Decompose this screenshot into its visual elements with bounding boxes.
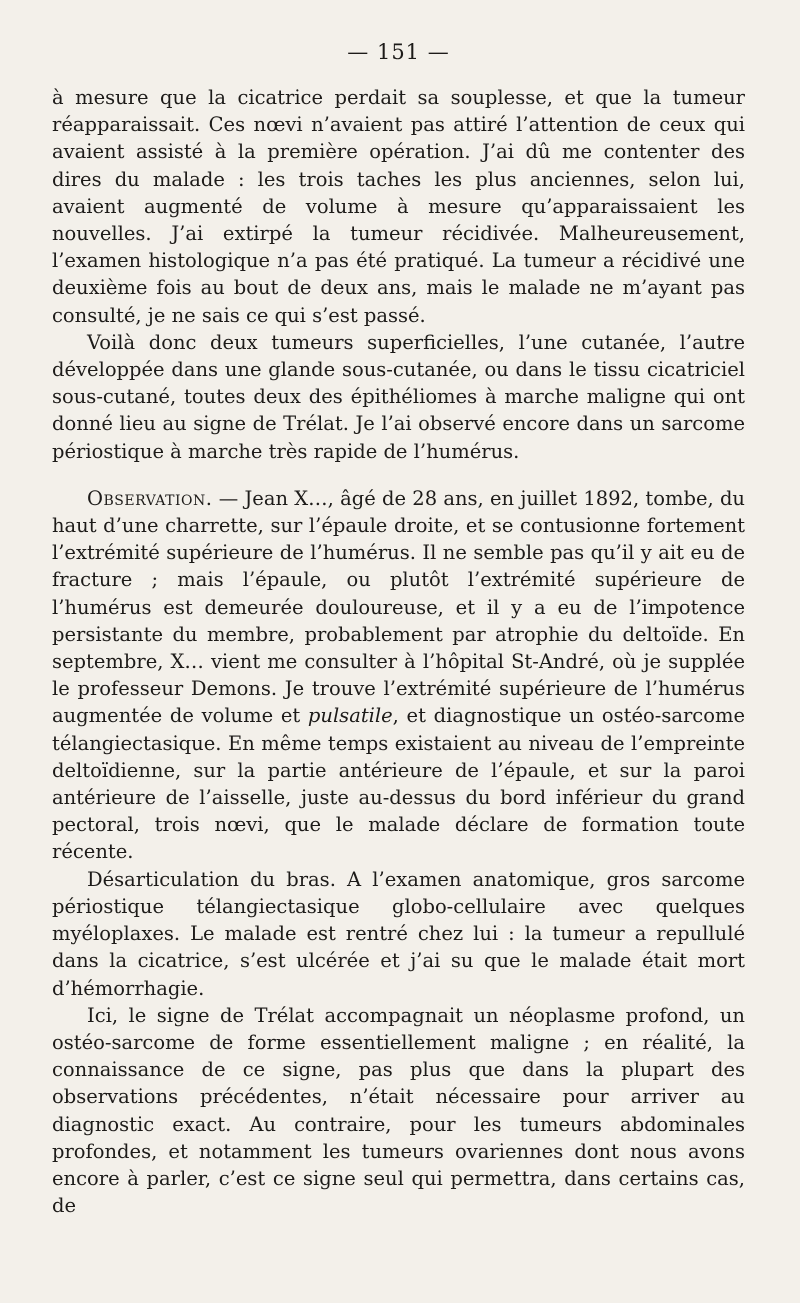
paragraph-spacer: [52, 465, 745, 485]
paragraph-5: Ici, le signe de Trélat accompagnait un néoplasme profond, un ostéo-sarcome de forme essentiellement maligne ; en réalité, la connaissance de ce signe, pas plus que dans la plupart des observations précédentes, n’était nécessaire pour arriver au diagnostic exact. Au contraire, pour les tumeurs abdominales profondes, et notamment les tumeurs ovariennes dont nous avons encore à parler, c’est ce signe seul qui permettra, dans certains cas, de: [52, 1003, 745, 1218]
observation-text-1: — Jean X…, âgé de 28 ans, en juillet 1892, tombe, du haut d’une charrette, sur l’épaule droite, et se contusionne fortement l’extrémité supérieure de l’humérus. Il ne semble pas qu’il y ait eu de fracture ; mais l’épaule, ou plutôt l’extrémité supérieure de l’humérus est demeurée douloureuse, et il y a eu de l’impotence persistante du membre, probablement par atrophie du deltoïde. En septembre, X… vient me consulter à l’hôpital St-André, où je supplée le professeur Demons. Je trouve l’extrémité supérieure de l’humérus augmentée de volume et: [52, 486, 745, 728]
paragraph-observation: [52, 485, 745, 866]
paragraph-4: Désarticulation du bras. A l’examen anatomique, gros sarcome périostique télangiectasique globo-cellulaire avec quelques myéloplaxes. Le malade est rentré chez lui : la tumeur a repullulé dans la cicatrice, s’est ulcérée et j’ai su que le malade était mort d’hémorrhagie.: [52, 867, 745, 1000]
observation-text-2: , et diagnostique un ostéo-sarcome télangiectasique. En même temps existaient au niveau de l’empreinte deltoïdienne, sur la partie antérieure de l’épaule, et sur la paroi antérieure de l’aisselle, juste au-dessus du bord inférieur du grand pectoral, trois nœvi, que le malade déclare de formation toute récente.: [52, 704, 745, 864]
page-number: — 151 —: [347, 40, 450, 64]
observation-heading: Observation.: [87, 486, 213, 510]
body-text: [52, 84, 745, 1219]
observation-italic: pulsatile: [307, 704, 393, 728]
paragraph-1: à mesure que la cicatrice perdait sa souplesse, et que la tumeur réapparaissait. Ces nœvi n’avaient pas attiré l’attention de ceux qui avaient assisté à la première opération. J’ai dû me contenter des dires du malade : les trois taches les plus anciennes, selon lui, avaient augmenté de volume à mesure qu’apparaissaient les nouvelles. J’ai extirpé la tumeur récidivée. Malheureusement, l’examen histologique n’a pas été pratiqué. La tumeur a récidivé une deuxième fois au bout de deux ans, mais le malade ne m’ayant pas consulté, je ne sais ce qui s’est passé.: [52, 86, 745, 327]
paragraph-2: Voilà donc deux tumeurs superficielles, l’une cutanée, l’autre développée dans une glande sous-cutanée, ou dans le tissu cicatriciel sous-cutané, toutes deux des épithéliomes à marche maligne qui ont donné lieu au signe de Trélat. Je l’ai observé encore dans un sarcome périostique à marche très rapide de l’humérus.: [52, 330, 745, 463]
